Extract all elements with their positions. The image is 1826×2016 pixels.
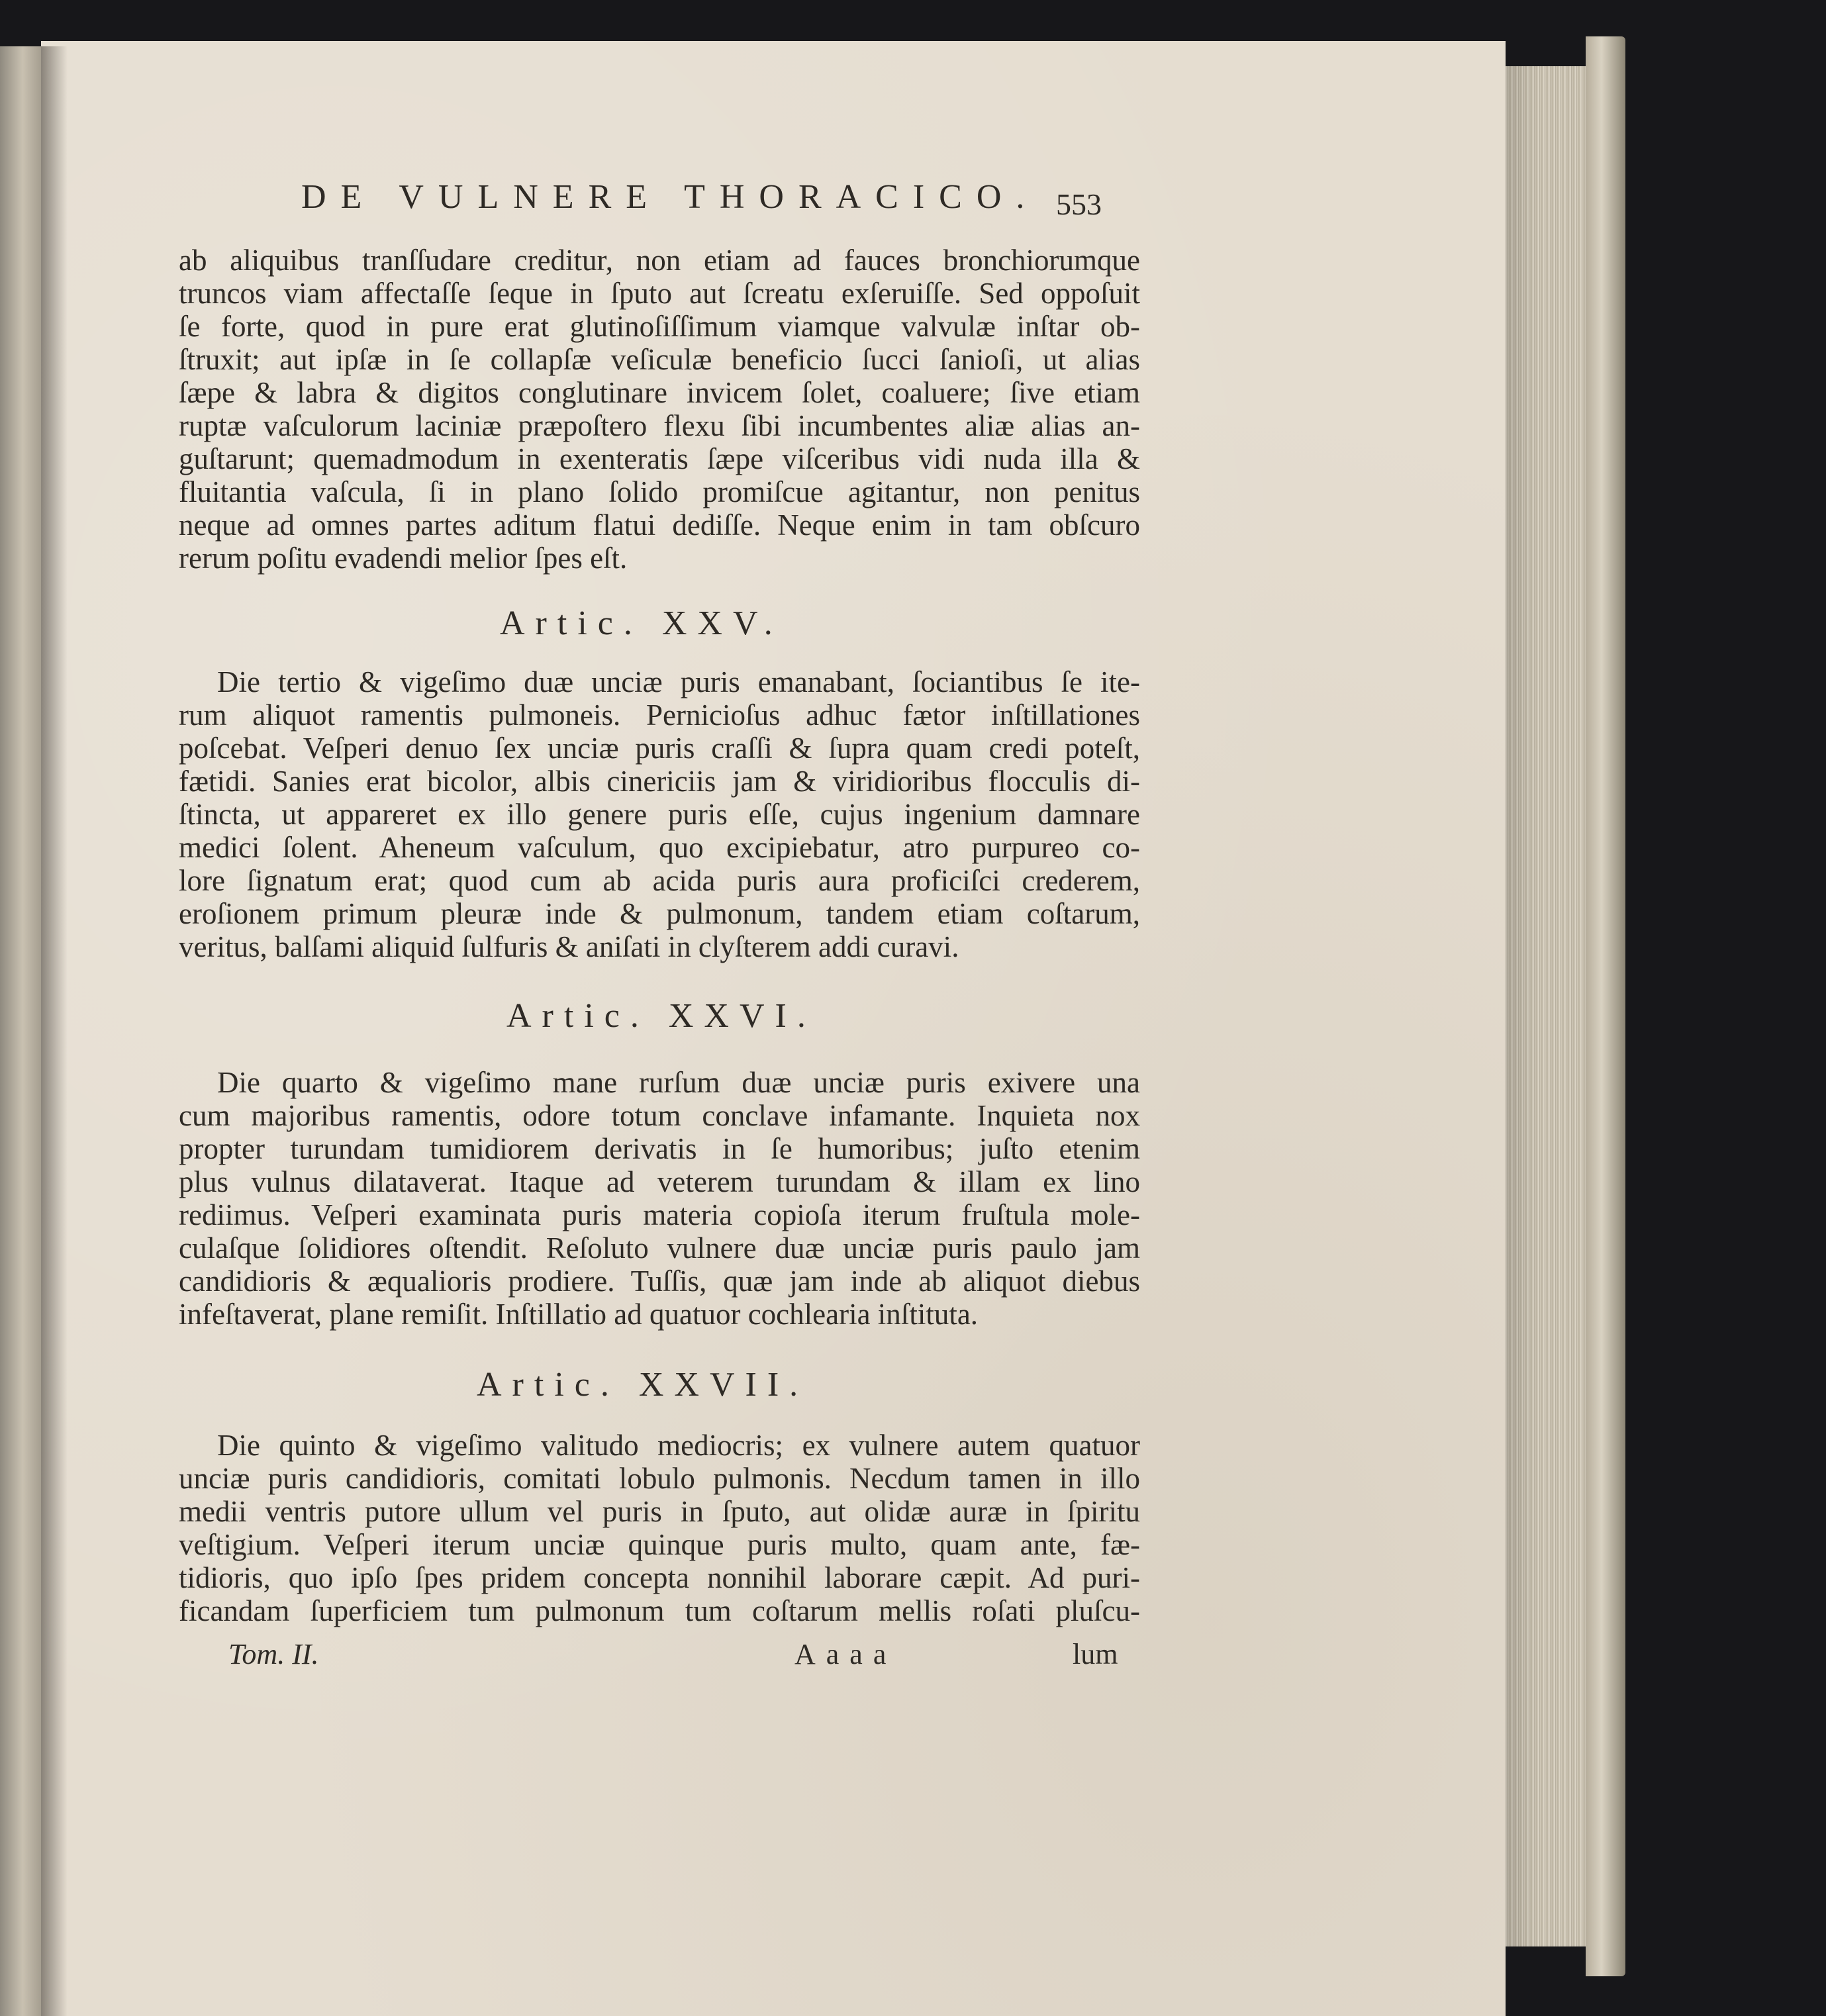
text-line: veſtigium. Veſperi iterum unciæ quinque puris multo, quam ante, fæ- xyxy=(179,1528,1140,1561)
text-line: Die quarto & vigeſimo mane rurſum duæ unciæ puris exivere una xyxy=(217,1066,1140,1099)
text-line: unciæ puris candidioris, comitati lobulo pulmonis. Necdum tamen in illo xyxy=(179,1462,1140,1495)
text-line: culaſque ſolidiores oſtendit. Reſoluto vulnere duæ unciæ puris paulo jam xyxy=(179,1231,1140,1265)
facing-page-edge xyxy=(0,46,41,2016)
text-line: cum majoribus ramentis, odore totum conclave infamante. Inquieta nox xyxy=(179,1099,1140,1132)
text-line: ſe forte, quod in pure erat glutinoſiſſimum viamque valvulæ inſtar ob- xyxy=(179,310,1140,343)
signature-mark: Aaaa xyxy=(794,1638,897,1670)
spine-shadow xyxy=(41,46,68,2016)
text-line: ſtincta, ut appareret ex illo genere puris eſſe, cujus ingenium damnare xyxy=(179,798,1140,831)
section-heading-25: Artic. XXV. xyxy=(500,604,783,642)
text-line: rum aliquot ramentis pulmoneis. Pernicioſus adhuc fætor inſtillationes xyxy=(179,698,1140,732)
text-line: propter turundam tumidiorem derivatis in ſe humoribus; juſto etenim xyxy=(179,1132,1140,1165)
section-heading-27: Artic. XXVII. xyxy=(477,1366,809,1404)
text-line: ſtruxit; aut ipſæ in ſe collapſæ veſiculæ beneficio ſucci ſanioſi, ut alias xyxy=(179,343,1140,376)
text-line: poſcebat. Veſperi denuo ſex unciæ puris craſſi & ſupra quam credi poteſt, xyxy=(179,732,1140,765)
text-line: ruptæ vaſculorum laciniæ præpoſtero flexu ſibi incumbentes aliæ alias an- xyxy=(179,409,1140,442)
text-line: plus vulnus dilataverat. Itaque ad veterem turundam & illam ex lino xyxy=(179,1165,1140,1198)
volume-mark: Tom. II. xyxy=(228,1638,319,1670)
text-line: veritus, balſami aliquid ſulfuris & aniſati in clyſterem addi curavi. xyxy=(179,930,959,963)
text-line: medici ſolent. Aheneum vaſculum, quo excipiebatur, atro purpureo co- xyxy=(179,831,1140,864)
text-line: ab aliquibus tranſſudare creditur, non etiam ad fauces bronchiorumque xyxy=(179,244,1140,277)
book-cover-edge xyxy=(1586,36,1625,1976)
text-line: lore ſignatum erat; quod cum ab acida puris aura proficiſci crederem, xyxy=(179,864,1140,897)
running-head: DE VULNERE THORACICO. xyxy=(301,178,1039,216)
page-number: 553 xyxy=(1056,187,1102,221)
catchword: lum xyxy=(1073,1638,1118,1670)
text-line: guſtarunt; quemadmodum in exenteratis ſæpe viſceribus vidi nuda illa & xyxy=(179,442,1140,475)
text-line: rerum poſitu evadendi melior ſpes eſt. xyxy=(179,542,628,575)
text-line: truncos viam affectaſſe ſeque in ſputo aut ſcreatu exſeruiſſe. Sed oppoſuit xyxy=(179,277,1140,310)
text-line: candidioris & æqualioris prodiere. Tuſſis, quæ jam inde ab aliquot diebus xyxy=(179,1265,1140,1298)
text-line: rediimus. Veſperi examinata puris materia copioſa iterum fruſtula mole- xyxy=(179,1198,1140,1231)
text-line: fætidi. Sanies erat bicolor, albis cinericiis jam & viridioribus flocculis di- xyxy=(179,765,1140,798)
text-line: neque ad omnes partes aditum flatui dediſſe. Neque enim in tam obſcuro xyxy=(179,508,1140,542)
text-line: ficandam ſuperficiem tum pulmonum tum coſtarum mellis roſati pluſcu- xyxy=(179,1594,1140,1627)
text-line: Die tertio & vigeſimo duæ unciæ puris emanabant, ſociantibus ſe ite- xyxy=(217,665,1140,698)
text-line: ſæpe & labra & digitos conglutinare invicem ſolet, coaluere; ſive etiam xyxy=(179,376,1140,409)
text-line: medii ventris putore ullum vel puris in ſputo, aut olidæ auræ in ſpiritu xyxy=(179,1495,1140,1528)
text-line: tidioris, quo ipſo ſpes pridem concepta nonnihil laborare cæpit. Ad puri- xyxy=(179,1561,1140,1594)
text-line: infeſtaverat, plane remiſit. Inſtillatio ad quatuor cochlearia inſtituta. xyxy=(179,1298,979,1331)
text-line: eroſionem primum pleuræ inde & pulmonum, tandem etiam coſtarum, xyxy=(179,897,1140,930)
text-line: fluitantia vaſcula, ſi in plano ſolido promiſcue agitantur, non penitus xyxy=(179,475,1140,508)
text-line: Die quinto & vigeſimo valitudo mediocris; ex vulnere autem quatuor xyxy=(217,1429,1140,1462)
section-heading-26: Artic. XXVI. xyxy=(506,997,816,1035)
